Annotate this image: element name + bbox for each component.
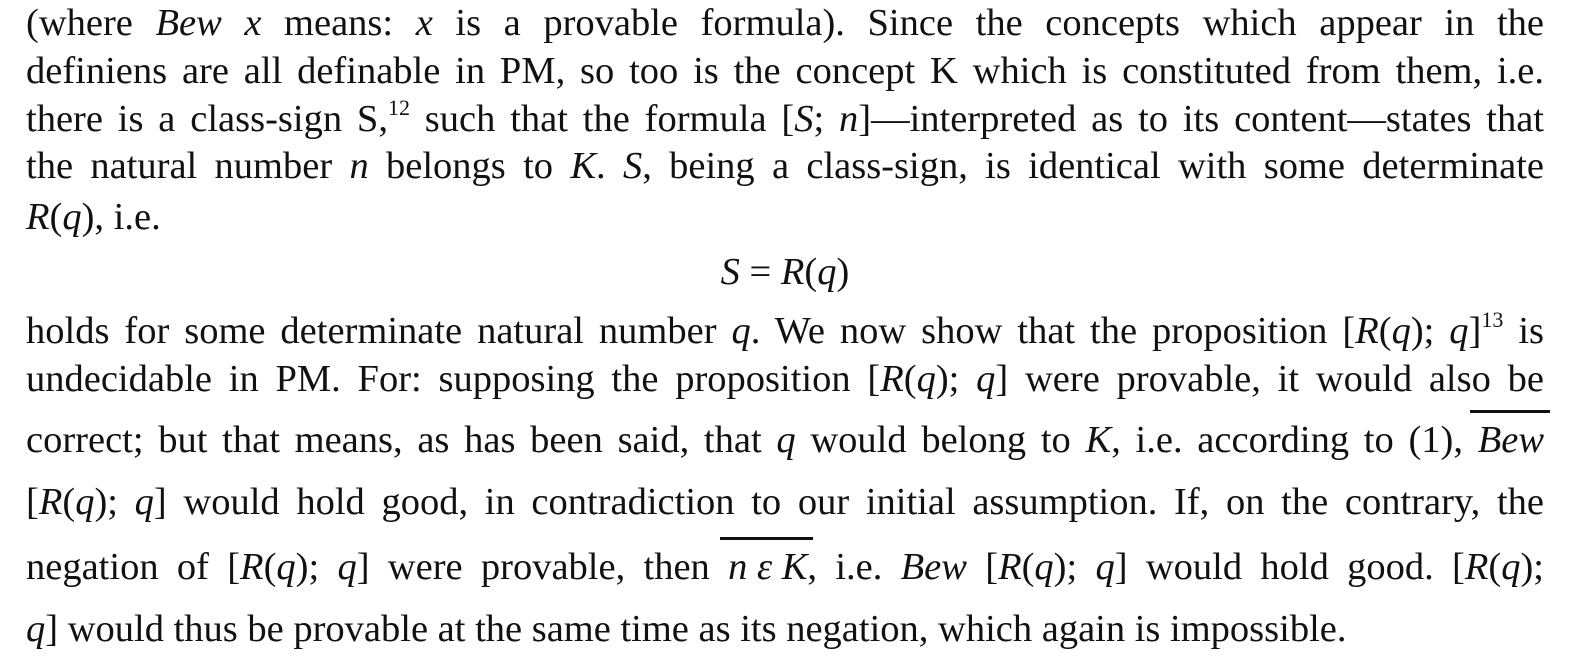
- text-line-8: [26, 421, 1544, 460]
- text-run: ), i.e.: [81, 196, 161, 238]
- text-run: .: [596, 145, 623, 187]
- text-run: n: [839, 98, 859, 140]
- equation-term: ): [836, 251, 850, 293]
- equals-sign: =: [739, 251, 781, 293]
- text-run: (: [62, 481, 76, 523]
- text-run: q: [337, 546, 357, 588]
- text-run: );: [295, 546, 338, 588]
- text-run: means:: [261, 2, 416, 44]
- text-run: there is a class-sign S,: [26, 98, 388, 140]
- text-run: definiens are all definable in PM, so too is the concept K which is constituted from them, i.e.: [26, 50, 1544, 92]
- text-run: q: [1501, 546, 1521, 588]
- text-run: q: [1391, 310, 1411, 352]
- text-run: q: [776, 419, 796, 461]
- text-run: q: [75, 481, 95, 523]
- text-run: K: [1085, 419, 1112, 461]
- text-run: undecidable in PM. For: supposing the proposition [: [26, 358, 881, 400]
- text-line-4: [26, 147, 1544, 186]
- text-run: K: [570, 145, 597, 187]
- text-run: R: [240, 546, 264, 588]
- text-run: belongs to: [368, 145, 571, 187]
- text-run: q: [26, 608, 46, 650]
- text-run: would belong to: [795, 419, 1086, 461]
- text-run: ] were provable, then: [356, 546, 729, 588]
- text-run: ] would hold good. [: [1114, 546, 1465, 588]
- text-run: (where: [26, 2, 156, 44]
- text-run: ] would thus be provable at the same time as its negation, which again is impossible.: [45, 608, 1347, 650]
- text-run: , i.e.: [807, 546, 901, 588]
- text-run: [: [26, 481, 39, 523]
- text-run: such that the formula [: [409, 98, 795, 140]
- text-run: is a provable formula). Since the concepts which appear in the: [432, 2, 1544, 44]
- text-run: R: [998, 546, 1022, 588]
- text-run: (: [263, 546, 277, 588]
- text-run: (: [49, 196, 63, 238]
- text-run: the natural number: [26, 145, 350, 187]
- text-run: x: [415, 2, 433, 44]
- text-run: , being a class-sign, is identical with some determinate: [642, 145, 1545, 187]
- text-line-10: [26, 548, 1544, 587]
- text-run: ;: [813, 98, 839, 140]
- text-run: q: [1095, 546, 1115, 588]
- equation-term: R: [780, 251, 805, 293]
- text-run: (: [1021, 546, 1035, 588]
- text-run: R: [880, 358, 904, 400]
- text-run: q: [134, 481, 154, 523]
- text-run: );: [94, 481, 135, 523]
- negated-predicate: Bew: [1477, 419, 1545, 461]
- equation-term: (: [804, 251, 818, 293]
- text-run: );: [1053, 546, 1096, 588]
- text-run: . We now show that the proposition [: [750, 310, 1356, 352]
- text-line-7: [26, 360, 1544, 399]
- text-run: q: [976, 358, 996, 400]
- text-run: R: [1464, 546, 1489, 588]
- footnote-ref: 13: [1481, 307, 1504, 332]
- text-run: , i.e. according to (1),: [1111, 419, 1478, 461]
- text-run: [: [966, 546, 999, 588]
- text-line-3: [26, 95, 1545, 140]
- text-run: q: [62, 196, 82, 238]
- text-line-1: [26, 4, 1544, 43]
- text-line-5: [26, 198, 1544, 237]
- text-run: );: [935, 358, 977, 400]
- text-run: holds for some determinate natural number: [26, 310, 732, 352]
- display-equation: [26, 253, 1544, 292]
- text-run: q: [731, 310, 751, 352]
- text-run: (: [1378, 310, 1392, 352]
- text-run: negation of [: [26, 546, 241, 588]
- text-run: R: [26, 196, 50, 238]
- equation-term: S: [720, 251, 740, 293]
- text-run: q: [916, 358, 936, 400]
- text-line-11: [26, 610, 1544, 649]
- footnote-ref: 12: [387, 95, 410, 120]
- text-run: R: [1355, 310, 1379, 352]
- text-run: ] would hold good, in contradiction to our initial assumption. If, on the contrary, the: [153, 481, 1544, 523]
- text-run: Bew x: [155, 2, 262, 44]
- text-line-6: [26, 307, 1545, 352]
- text-run: q: [276, 546, 296, 588]
- text-run: );: [1410, 310, 1450, 352]
- equation-term: q: [817, 251, 837, 293]
- text-run: S: [794, 98, 814, 140]
- text-run: correct; but that means, as has been said, that: [26, 419, 777, 461]
- text-run: ]—interpreted as to its content—states that: [858, 98, 1545, 140]
- text-line-2: [26, 52, 1544, 91]
- text-run: Bew: [900, 546, 967, 588]
- text-run: n: [349, 145, 369, 187]
- text-run: q: [1034, 546, 1054, 588]
- text-run: (: [903, 358, 917, 400]
- text-run: S: [622, 145, 643, 187]
- text-run: q: [1449, 310, 1469, 352]
- text-run: R: [38, 481, 63, 523]
- text-run: );: [1520, 546, 1544, 588]
- text-run: ]: [1468, 310, 1482, 352]
- text-run: (: [1488, 546, 1502, 588]
- text-run: is: [1503, 310, 1545, 352]
- text-run: ] were provable, it would also be: [995, 358, 1544, 400]
- negated-formula: n ε K: [728, 546, 808, 588]
- text-line-9: [26, 483, 1544, 522]
